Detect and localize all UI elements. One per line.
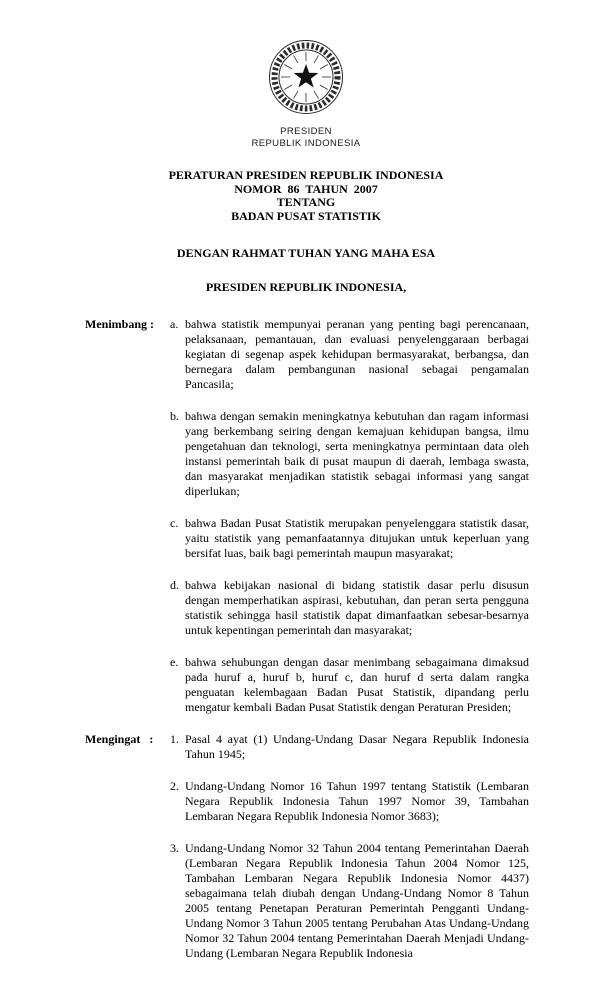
- doc-title-line-2: NOMOR 86 TAHUN 2007: [234, 181, 378, 196]
- item-marker: d.: [170, 578, 179, 592]
- letterhead-presiden: PRESIDEN: [280, 126, 332, 137]
- section-items: [170, 317, 529, 715]
- section-label: Mengingat :: [85, 732, 154, 746]
- consideration-item: [170, 409, 529, 499]
- item-text: Undang-Undang Nomor 32 Tahun 2004 tentang Pemerintahan Daerah (Lembaran Negara Republik Indonesia Tahun 2004 Nomor 125, Tambahan Lembaran Negara Republik Indonesia Nomor 4437) sebagaimana telah diubah dengan Undang-Undang Nomor 8 Tahun 2005 tentang Penetapan Peraturan Pemerintah Pengganti Undang-Undang Nomor 3 Tahun 2005 tentang Perubahan Atas Undang-Undang Nomor 32 Tahun 2004 tentang Pemerintahan Daerah Menjadi Undang-Undang (Lembaran Negara Republik Indonesia: [185, 841, 529, 960]
- item-text: Pasal 4 ayat (1) Undang-Undang Dasar Negara Republik Indonesia Tahun 1945;: [185, 732, 529, 761]
- item-text: bahwa statistik mempunyai peranan yang penting bagi perencanaan, pelaksanaan, pemantauan, dan evaluasi penyelenggaraan berbagai kegiatan di segenap aspek kehidupan bermasyarakat, berbangsa, dan bernegara dalam pembangunan nasional sebagai pengamalan Pancasila;: [185, 317, 529, 391]
- consideration-item: [170, 655, 529, 715]
- item-marker: b.: [170, 409, 179, 423]
- consideration-item: [170, 578, 529, 638]
- item-marker: a.: [170, 317, 179, 331]
- item-text: bahwa kebijakan nasional di bidang statistik dasar perlu disusun dengan memperhatikan aspirasi, kebutuhan, dan peran serta pengguna statistik sehingga hasil statistik dapat dimanfaatkan sebesar-besarnya untuk kepentingan pemerintah dan masyarakat;: [185, 578, 529, 637]
- item-text: bahwa dengan semakin meningkatnya kebutuhan dan ragam informasi yang berkembang seiring dengan kemajuan kehidupan bangsa, ilmu pengetahuan dan teknologi, serta meningkatnya permintaan data oleh instansi pemerintah baik di pusat maupun di daerah, lembaga swasta, dan masyarakat menjadikan statistik sebagai informasi yang sangat diperlukan;: [185, 409, 529, 498]
- item-text: Undang-Undang Nomor 16 Tahun 1997 tentang Statistik (Lembaran Negara Republik Indonesia Tahun 1997 Nomor 39, Tambahan Lembaran Negara Republik Indonesia Nomor 3683);: [185, 779, 529, 823]
- item-marker: c.: [170, 516, 179, 530]
- doc-title-line-1: PERATURAN PRESIDEN REPUBLIK INDONESIA: [168, 168, 444, 182]
- letterhead: [0, 126, 612, 150]
- item-marker: 1.: [170, 732, 179, 746]
- national-emblem-icon: [266, 36, 346, 118]
- authority-line: PRESIDEN REPUBLIK INDONESIA,: [205, 280, 407, 294]
- item-marker: 2.: [170, 779, 179, 793]
- item-marker: e.: [170, 655, 179, 669]
- letterhead-republik-indonesia: REPUBLIK INDONESIA: [251, 138, 361, 149]
- consideration-item: [170, 317, 529, 392]
- letterhead-emblem-row: [0, 36, 612, 118]
- section-menimbang: [85, 317, 529, 715]
- item-text: bahwa sehubungan dengan dasar menimbang sebagaimana dimaksud pada huruf a, huruf b, huruf c, dan huruf d serta dalam rangka penguatan kelembagaan Badan Pusat Statistik, dipandang perlu mengatur kembali Badan Pusat Statistik dengan Peraturan Presiden;: [185, 655, 529, 714]
- legal-basis-item: [170, 841, 529, 961]
- doc-title-line-4: BADAN PUSAT STATISTIK: [231, 208, 381, 223]
- item-text: bahwa Badan Pusat Statistik merupakan penyelenggara statistik dasar, yaitu statistik yang pemanfaatannya ditujukan untuk keperluan yang bersifat luas, baik bagi pemerintah maupun masyarakat;: [185, 516, 529, 560]
- section-label: Menimbang :: [85, 317, 154, 331]
- invocation-line: DENGAN RAHMAT TUHAN YANG MAHA ESA: [176, 246, 436, 260]
- legal-basis-item: [170, 779, 529, 824]
- item-marker: 3.: [170, 841, 179, 855]
- legal-basis-item: [170, 732, 529, 762]
- document-body: [0, 317, 612, 961]
- section-items: [170, 732, 529, 961]
- doc-title-line-3: TENTANG: [276, 195, 336, 209]
- section-mengingat: [85, 732, 529, 961]
- document-title-block: [0, 169, 612, 223]
- consideration-item: [170, 516, 529, 561]
